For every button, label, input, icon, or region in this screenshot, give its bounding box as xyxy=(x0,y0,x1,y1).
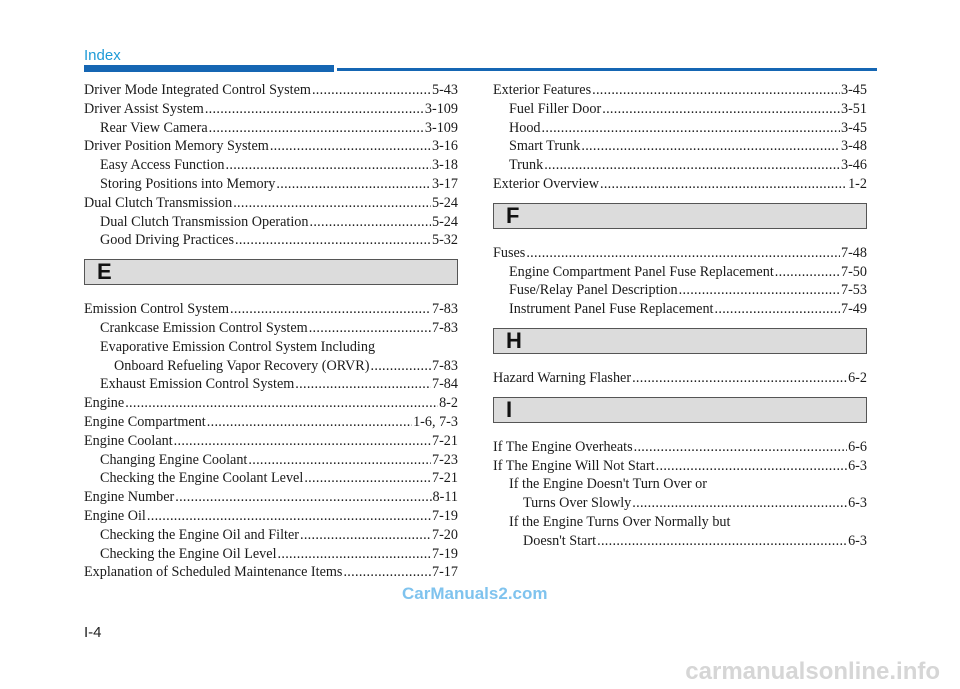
index-entry-text: If the Engine Doesn't Turn Over or xyxy=(509,476,708,493)
index-entry xyxy=(84,319,458,338)
header-rule-thin xyxy=(337,68,877,71)
dot-leader xyxy=(309,213,431,232)
index-entry-page: 7-23 xyxy=(431,451,458,468)
index-entry-page: 6-3 xyxy=(848,457,867,474)
dot-leader xyxy=(544,156,840,175)
dot-leader xyxy=(597,532,847,551)
section-letter-h: H xyxy=(506,327,522,353)
dot-leader xyxy=(371,357,431,376)
index-entry-page: 8-2 xyxy=(439,395,458,412)
dot-leader xyxy=(235,231,431,250)
dot-leader xyxy=(230,300,431,319)
index-entry-text: Storing Positions into Memory xyxy=(100,175,276,192)
index-entry-text: Hazard Warning Flasher xyxy=(493,369,632,386)
dot-leader xyxy=(600,175,847,194)
index-entry-page: 7-17 xyxy=(431,564,458,581)
index-entry xyxy=(84,394,458,413)
index-entry-text: If the Engine Turns Over Normally but xyxy=(509,513,731,530)
index-entry-page: 5-32 xyxy=(431,232,458,249)
section-letter-i: I xyxy=(506,396,513,422)
index-entry-text: Checking the Engine Oil and Filter xyxy=(100,526,299,543)
dot-leader xyxy=(715,300,840,319)
index-entry-text: Exterior Features xyxy=(493,82,592,98)
index-entry-page: 7-21 xyxy=(431,432,458,449)
index-entry xyxy=(84,81,458,100)
index-entry xyxy=(84,231,458,250)
page-number: I-4 xyxy=(84,624,102,641)
section-header-e xyxy=(84,259,458,285)
index-entry xyxy=(84,137,458,156)
dot-leader xyxy=(174,432,431,451)
dot-leader xyxy=(592,81,840,100)
index-entry-page: 7-83 xyxy=(431,301,458,318)
dot-leader xyxy=(312,81,431,100)
index-entry xyxy=(493,438,867,457)
dot-leader xyxy=(248,451,431,470)
dot-leader xyxy=(581,137,840,156)
index-entry-page: 7-48 xyxy=(840,244,867,261)
index-entry-text: If The Engine Overheats xyxy=(493,438,633,455)
index-entry-page: 3-46 xyxy=(840,157,867,174)
index-entry xyxy=(84,213,458,232)
right-column xyxy=(493,81,867,551)
index-entry xyxy=(493,457,867,476)
index-entry-text: Smart Trunk xyxy=(509,138,581,155)
index-entry xyxy=(493,513,867,532)
dot-leader xyxy=(542,119,840,138)
index-entry xyxy=(493,156,867,175)
index-entry xyxy=(84,100,458,119)
dot-leader xyxy=(632,369,847,388)
index-entry xyxy=(84,432,458,451)
index-entry-text: Fuse/Relay Panel Description xyxy=(509,282,678,299)
index-entry-text: Dual Clutch Transmission xyxy=(84,194,233,211)
dot-leader xyxy=(632,494,847,513)
dot-leader xyxy=(276,175,431,194)
index-entry xyxy=(84,563,458,582)
index-entry-text: Dual Clutch Transmission Operation xyxy=(100,213,309,230)
index-entry-text: Changing Engine Coolant xyxy=(100,451,248,468)
index-entry xyxy=(84,469,458,488)
index-entry-page: 1-6, 7-3 xyxy=(413,413,458,430)
dot-leader xyxy=(226,156,431,175)
index-entry xyxy=(84,194,458,213)
index-entry xyxy=(493,494,867,513)
index-entry-text: Good Driving Practices xyxy=(100,232,234,249)
watermark-link[interactable]: CarManuals2.com xyxy=(402,584,548,603)
index-entry-text: Easy Access Function xyxy=(100,157,225,174)
index-entry xyxy=(84,300,458,319)
index-entry-page: 7-83 xyxy=(431,357,458,374)
index-entry xyxy=(84,526,458,545)
index-entry xyxy=(84,545,458,564)
index-entry-page: 3-18 xyxy=(431,157,458,174)
e-entries xyxy=(84,300,458,582)
index-entry xyxy=(84,507,458,526)
index-entry xyxy=(493,244,867,263)
index-entry-text: Trunk xyxy=(509,157,544,174)
index-entry-text: Exhaust Emission Control System xyxy=(100,376,295,393)
index-entry-text: Checking the Engine Coolant Level xyxy=(100,470,304,487)
index-entry xyxy=(493,300,867,319)
index-entry-page: 3-45 xyxy=(840,119,867,136)
index-entry-text: Crankcase Emission Control System xyxy=(100,319,308,336)
index-entry xyxy=(84,357,458,376)
index-entry-text: Fuel Filler Door xyxy=(509,100,602,117)
index-entry-page: 3-109 xyxy=(424,100,458,117)
header-title: Index xyxy=(84,47,121,64)
index-entry-text: Engine Number xyxy=(84,489,175,506)
index-entry-page: 5-43 xyxy=(431,82,458,98)
index-entry-text: Exterior Overview xyxy=(493,175,599,192)
index-entry-text: Checking the Engine Oil Level xyxy=(100,545,277,562)
left-column xyxy=(84,81,458,582)
index-entry-page: 6-3 xyxy=(848,532,867,549)
index-entry xyxy=(84,175,458,194)
index-entry xyxy=(493,81,867,100)
section-letter-f: F xyxy=(506,202,520,228)
dot-leader xyxy=(679,281,840,300)
index-entry-page: 8-11 xyxy=(432,489,458,506)
index-entry-page: 7-84 xyxy=(431,376,458,393)
index-entry-page: 3-48 xyxy=(840,138,867,155)
section-letter-e: E xyxy=(97,259,112,285)
index-entry-text: Engine Oil xyxy=(84,507,146,524)
index-entry-text: Driver Mode Integrated Control System xyxy=(84,82,311,98)
index-entry-page: 7-49 xyxy=(840,301,867,318)
dot-leader xyxy=(300,526,431,545)
index-entry-text: Engine Coolant xyxy=(84,432,173,449)
index-entry-page: 5-24 xyxy=(431,194,458,211)
index-entry xyxy=(493,475,867,494)
index-entry xyxy=(84,488,458,507)
index-entry-page: 7-50 xyxy=(840,263,867,280)
index-entry xyxy=(493,263,867,282)
index-entry xyxy=(493,100,867,119)
index-entry xyxy=(84,413,458,432)
index-entry-text: Emission Control System xyxy=(84,301,230,318)
e-entries-continued xyxy=(493,81,867,194)
dot-leader xyxy=(209,119,424,138)
index-entry-page: 7-21 xyxy=(431,470,458,487)
d-entries xyxy=(84,81,458,250)
index-entry xyxy=(493,119,867,138)
section-header-f xyxy=(493,203,867,229)
index-entry-page: 3-109 xyxy=(424,119,458,136)
dot-leader xyxy=(278,545,431,564)
index-entry-text: Rear View Camera xyxy=(100,119,208,136)
index-entry xyxy=(493,532,867,551)
dot-leader xyxy=(526,244,840,263)
index-entry-page: 6-3 xyxy=(848,495,867,512)
h-entries xyxy=(493,369,867,388)
section-header-i xyxy=(493,397,867,423)
index-entry xyxy=(493,281,867,300)
index-entry xyxy=(84,338,458,357)
index-entry-text: Explanation of Scheduled Maintenance Items xyxy=(84,564,343,581)
i-entries xyxy=(493,438,867,551)
index-entry xyxy=(493,137,867,156)
dot-leader xyxy=(295,375,431,394)
index-entry-page: 3-16 xyxy=(431,138,458,155)
dot-leader xyxy=(656,457,847,476)
index-entry-page: 7-53 xyxy=(840,282,867,299)
index-entry-page: 3-45 xyxy=(840,82,867,98)
dot-leader xyxy=(343,563,431,582)
index-entry-text: Fuses xyxy=(493,244,526,261)
index-entry-page: 7-20 xyxy=(431,526,458,543)
f-entries xyxy=(493,244,867,319)
watermark-footer[interactable]: carmanualsonline.info xyxy=(685,658,940,685)
dot-leader xyxy=(634,438,847,457)
index-entry-text: Turns Over Slowly xyxy=(523,495,632,512)
dot-leader xyxy=(205,100,424,119)
dot-leader xyxy=(309,319,431,338)
index-entry-page: 6-6 xyxy=(848,438,867,455)
index-entry-text: Evaporative Emission Control System Including xyxy=(100,338,376,355)
index-entry xyxy=(84,451,458,470)
index-entry-text: Instrument Panel Fuse Replacement xyxy=(509,301,714,318)
index-entry xyxy=(493,175,867,194)
dot-leader xyxy=(270,137,431,156)
index-entry-text: Engine Compartment xyxy=(84,413,206,430)
dot-leader xyxy=(207,413,412,432)
index-entry-text: Hood xyxy=(509,119,541,136)
index-entry-text: If The Engine Will Not Start xyxy=(493,457,655,474)
dot-leader xyxy=(233,194,431,213)
index-entry-text: Driver Position Memory System xyxy=(84,138,269,155)
index-entry-page: 1-2 xyxy=(848,175,867,192)
index-entry-page: 7-83 xyxy=(431,319,458,336)
index-entry-text: Engine xyxy=(84,395,125,412)
dot-leader xyxy=(602,100,840,119)
index-entry xyxy=(493,369,867,388)
dot-leader xyxy=(775,263,840,282)
dot-leader xyxy=(304,469,431,488)
index-entry-page: 5-24 xyxy=(431,213,458,230)
dot-leader xyxy=(125,394,438,413)
index-entry xyxy=(84,119,458,138)
dot-leader xyxy=(147,507,431,526)
header-rule-thick xyxy=(84,65,334,72)
dot-leader xyxy=(175,488,431,507)
index-entry xyxy=(84,375,458,394)
index-entry-text: Doesn't Start xyxy=(523,532,597,549)
index-entry-page: 6-2 xyxy=(848,369,867,386)
index-entry xyxy=(84,156,458,175)
section-header-h xyxy=(493,328,867,354)
index-entry-text: Onboard Refueling Vapor Recovery (ORVR) xyxy=(114,357,370,374)
index-entry-text: Engine Compartment Panel Fuse Replacement xyxy=(509,263,774,280)
index-entry-page: 3-51 xyxy=(840,100,867,117)
index-entry-page: 3-17 xyxy=(431,175,458,192)
index-entry-page: 7-19 xyxy=(431,545,458,562)
index-entry-page: 7-19 xyxy=(431,507,458,524)
index-entry-text: Driver Assist System xyxy=(84,100,204,117)
